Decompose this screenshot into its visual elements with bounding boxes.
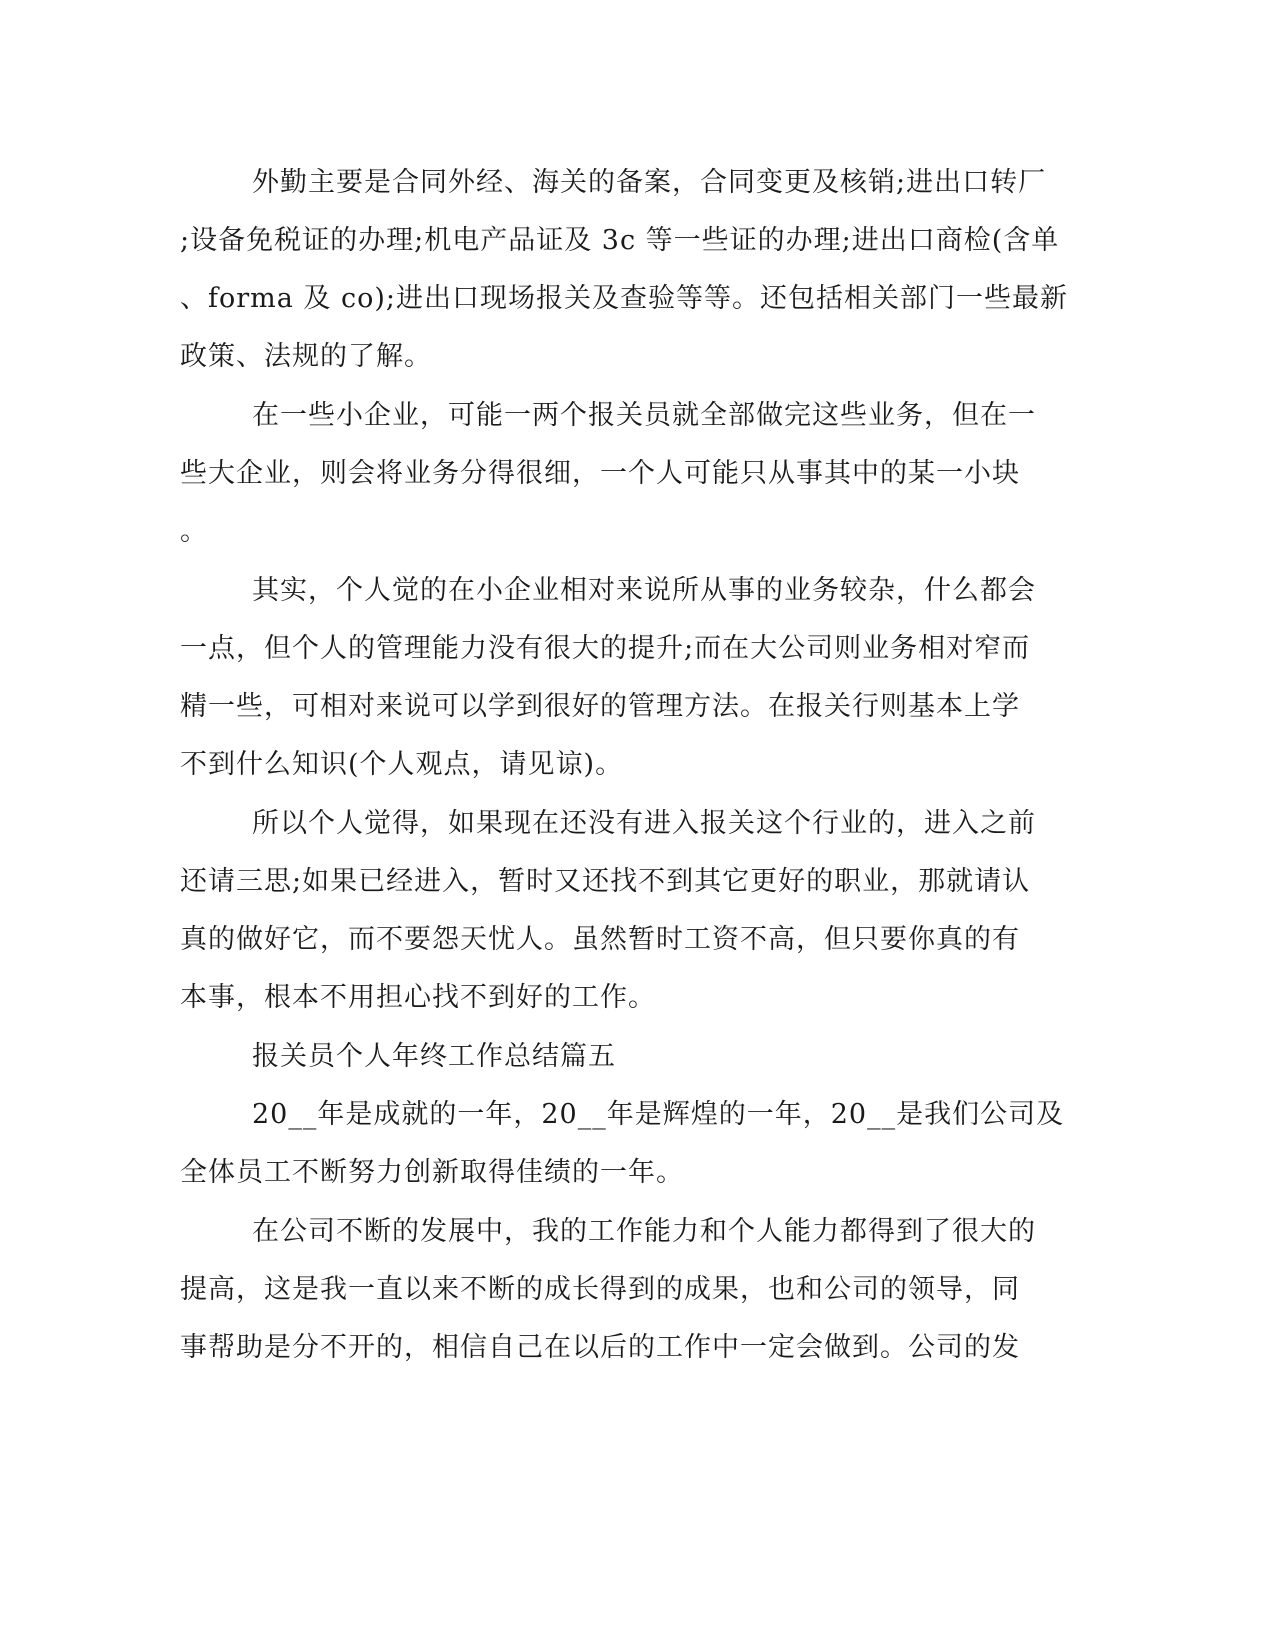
text-line: 事帮助是分不开的，相信自己在以后的工作中一定会做到。公司的发 bbox=[180, 1332, 1020, 1363]
text-line: 全体员工不断努力创新取得佳绩的一年。 bbox=[180, 1157, 684, 1188]
text-line: 不到什么知识(个人观点，请见谅)。 bbox=[180, 749, 624, 780]
text-line: 提高，这是我一直以来不断的成长得到的成果，也和公司的领导，同 bbox=[180, 1274, 1020, 1305]
text-line: 所以个人觉得，如果现在还没有进入报关这个行业的，进入之前 bbox=[252, 808, 1036, 839]
text-line: 政策、法规的了解。 bbox=[180, 341, 432, 372]
text-line: 。 bbox=[180, 516, 208, 547]
text-line: 在一些小企业，可能一两个报关员就全部做完这些业务，但在一 bbox=[252, 400, 1036, 431]
text-line: 一点，但个人的管理能力没有很大的提升;而在大公司则业务相对窄而 bbox=[180, 633, 1031, 664]
text-line: 、forma 及 co);进出口现场报关及查验等等。还包括相关部门一些最新 bbox=[180, 283, 1069, 314]
section-heading: 报关员个人年终工作总结篇五 bbox=[252, 1041, 616, 1072]
text-line: 些大企业，则会将业务分得很细，一个人可能只从事其中的某一小块 bbox=[180, 458, 1020, 489]
text-line: 本事，根本不用担心找不到好的工作。 bbox=[180, 982, 656, 1013]
text-line: 真的做好它，而不要怨天忧人。虽然暂时工资不高，但只要你真的有 bbox=[180, 924, 1020, 955]
text-line: 还请三思;如果已经进入，暂时又还找不到其它更好的职业，那就请认 bbox=[180, 866, 1031, 897]
text-line: 精一些，可相对来说可以学到很好的管理方法。在报关行则基本上学 bbox=[180, 691, 1020, 722]
text-line: 外勤主要是合同外经、海关的备案，合同变更及核销;进出口转厂 bbox=[252, 167, 1047, 198]
text-line: 在公司不断的发展中，我的工作能力和个人能力都得到了很大的 bbox=[252, 1216, 1036, 1247]
text-line: 其实，个人觉的在小企业相对来说所从事的业务较杂，什么都会 bbox=[252, 575, 1036, 606]
text-line: 20__年是成就的一年，20__年是辉煌的一年，20__是我们公司及 bbox=[252, 1099, 1065, 1130]
text-line: ;设备免税证的办理;机电产品证及 3c 等一些证的办理;进出口商检(含单 bbox=[180, 225, 1060, 256]
